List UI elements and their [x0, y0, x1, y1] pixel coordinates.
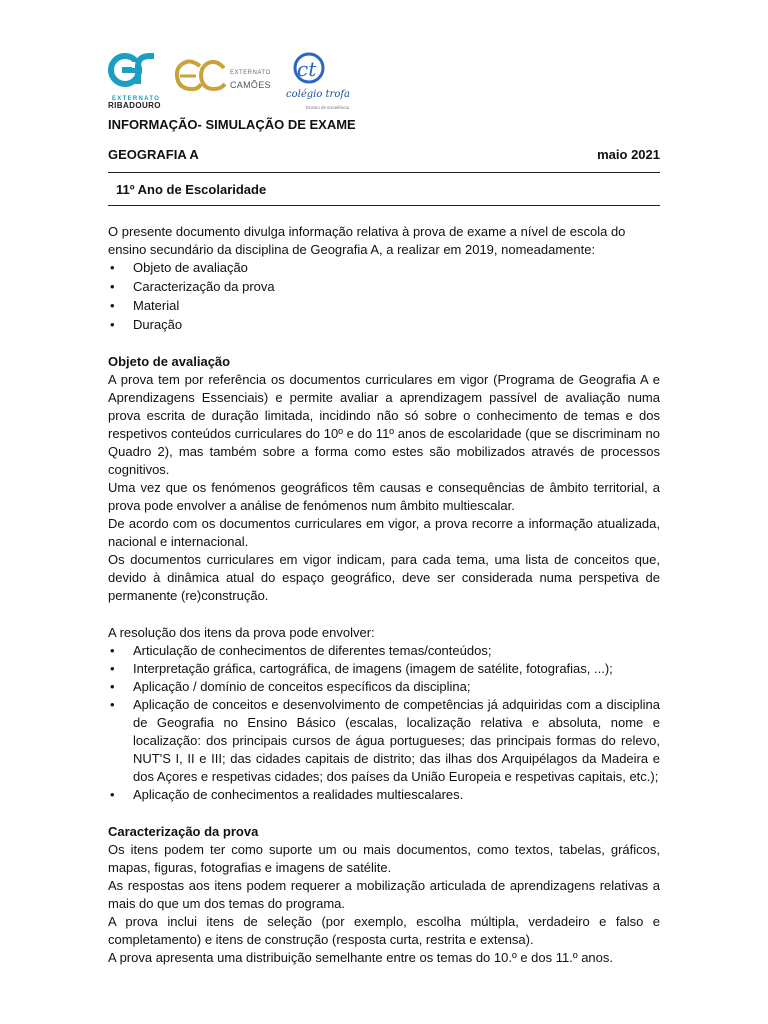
- document-date: maio 2021: [597, 147, 660, 162]
- externato-camoes-logo: [174, 58, 284, 114]
- ct-logo-line2: Ensino de Excelência: [306, 105, 350, 110]
- list-item: • Aplicação de conceitos e desenvolvimento de competências já adquiridas com a disciplina de Geografia no Ensino Básico (escalas, localização relativa e absoluta, nome e localização: dos principais cursos de água portugueses; das principais formas do relevo, NUT'S I, II e III; das cidades capitais de distrito; das ilhas dos Arquipélagos da Madeira e dos Açores e respetivas cidades; dos países da União Europeia e respetivas capitais, etc.);: [108, 696, 660, 786]
- resolucao-intro: A resolução dos itens da prova pode envolver:: [108, 625, 375, 640]
- paragraph: A prova apresenta uma distribuição semelhante entre os temas do 10.º e dos 11.º anos.: [108, 950, 614, 965]
- subject-name: GEOGRAFIA A: [108, 147, 199, 162]
- grade-level: 11º Ano de Escolaridade: [116, 182, 267, 197]
- section-heading-objeto: Objeto de avaliação: [108, 354, 231, 369]
- subject-row: [108, 146, 660, 164]
- list-item: • Aplicação / domínio de conceitos específicos da disciplina;: [108, 678, 660, 696]
- list-item: • Caracterização da prova: [108, 278, 660, 296]
- er-logo-line2: RIBADOURO: [108, 101, 161, 110]
- paragraph: Os itens podem ter como suporte um ou mais documentos, como textos, tabelas, gráficos, mapas, figuras, fotografias e imagens de satélite.: [108, 842, 660, 875]
- ec-logo-line2: CAMÕES: [230, 80, 271, 90]
- logo-bar: [108, 52, 660, 108]
- list-item: • Material: [108, 297, 660, 315]
- resolucao-list: [108, 642, 660, 804]
- paragraph: As respostas aos itens podem requerer a mobilização articulada de aprendizagens relativas a mais do que um dos temas do programa.: [108, 878, 660, 911]
- document-title: INFORMAÇÃO- SIMULAÇÃO DE EXAME: [108, 117, 356, 132]
- paragraph: A prova tem por referência os documentos curriculares em vigor (Programa de Geografia A e Aprendizagens Essenciais) e permite avaliar a aprendizagem passível de avaliação numa prova escrita de duração limitada, incidindo não só sobre o conhecimento de temas e dos respetivos conteúdos curriculares do 10º e do 11º anos de escolaridade (que se discriminam no Quadro 2), mas também sobre a forma como estes são mobilizados através de processos cognitivos.: [108, 372, 660, 477]
- externato-ribadouro-logo: [108, 52, 172, 108]
- section-heading-caracterizacao: Caracterização da prova: [108, 824, 259, 839]
- list-item: • Duração: [108, 316, 660, 334]
- ct-logo-line1: colégio trofa: [286, 89, 351, 100]
- paragraph: A prova inclui itens de seleção (por exemplo, escolha múltipla, verdadeiro e falso e completamento) e itens de construção (resposta curta, restrita e extensa).: [108, 914, 660, 947]
- list-item: • Interpretação gráfica, cartográfica, de imagens (imagem de satélite, fotografias, ...);: [108, 660, 660, 678]
- svg-text:ct: ct: [297, 57, 317, 81]
- list-item: • Articulação de conhecimentos de diferentes temas/conteúdos;: [108, 642, 660, 660]
- intro-paragraph: O presente documento divulga informação relativa à prova de exame a nível de escola do ensino secundário da disciplina de Geografia A, a realizar em 2019, nomeadamente:: [108, 224, 626, 257]
- intro-list: [108, 259, 660, 334]
- colegio-trofa-logo: [284, 52, 364, 108]
- paragraph: Uma vez que os fenómenos geográficos têm causas e consequências de âmbito territorial, a prova pode envolver a análise de fenómenos num âmbito multiescalar.: [108, 480, 660, 513]
- ec-logo-line1: EXTERNATO: [230, 70, 271, 76]
- ec-logo-icon: [174, 58, 228, 94]
- er-logo-line1: EXTERNATO: [112, 96, 161, 102]
- ct-logo-icon: [284, 52, 334, 86]
- paragraph: Os documentos curriculares em vigor indicam, para cada tema, uma lista de conceitos que, devido à dinâmica atual do espaço geográfico, deve ser considerada numa perspetiva de permanente (re)construção.: [108, 552, 660, 603]
- document-page: [108, 52, 660, 967]
- er-logo-icon: [108, 52, 158, 90]
- paragraph: De acordo com os documentos curriculares em vigor, a prova recorre a informação atualizada, nacional e internacional.: [108, 516, 660, 549]
- list-item: • Objeto de avaliação: [108, 259, 660, 277]
- divider: [108, 172, 660, 173]
- list-item: • Aplicação de conhecimentos a realidades multiescalares.: [108, 786, 660, 804]
- divider: [108, 205, 660, 206]
